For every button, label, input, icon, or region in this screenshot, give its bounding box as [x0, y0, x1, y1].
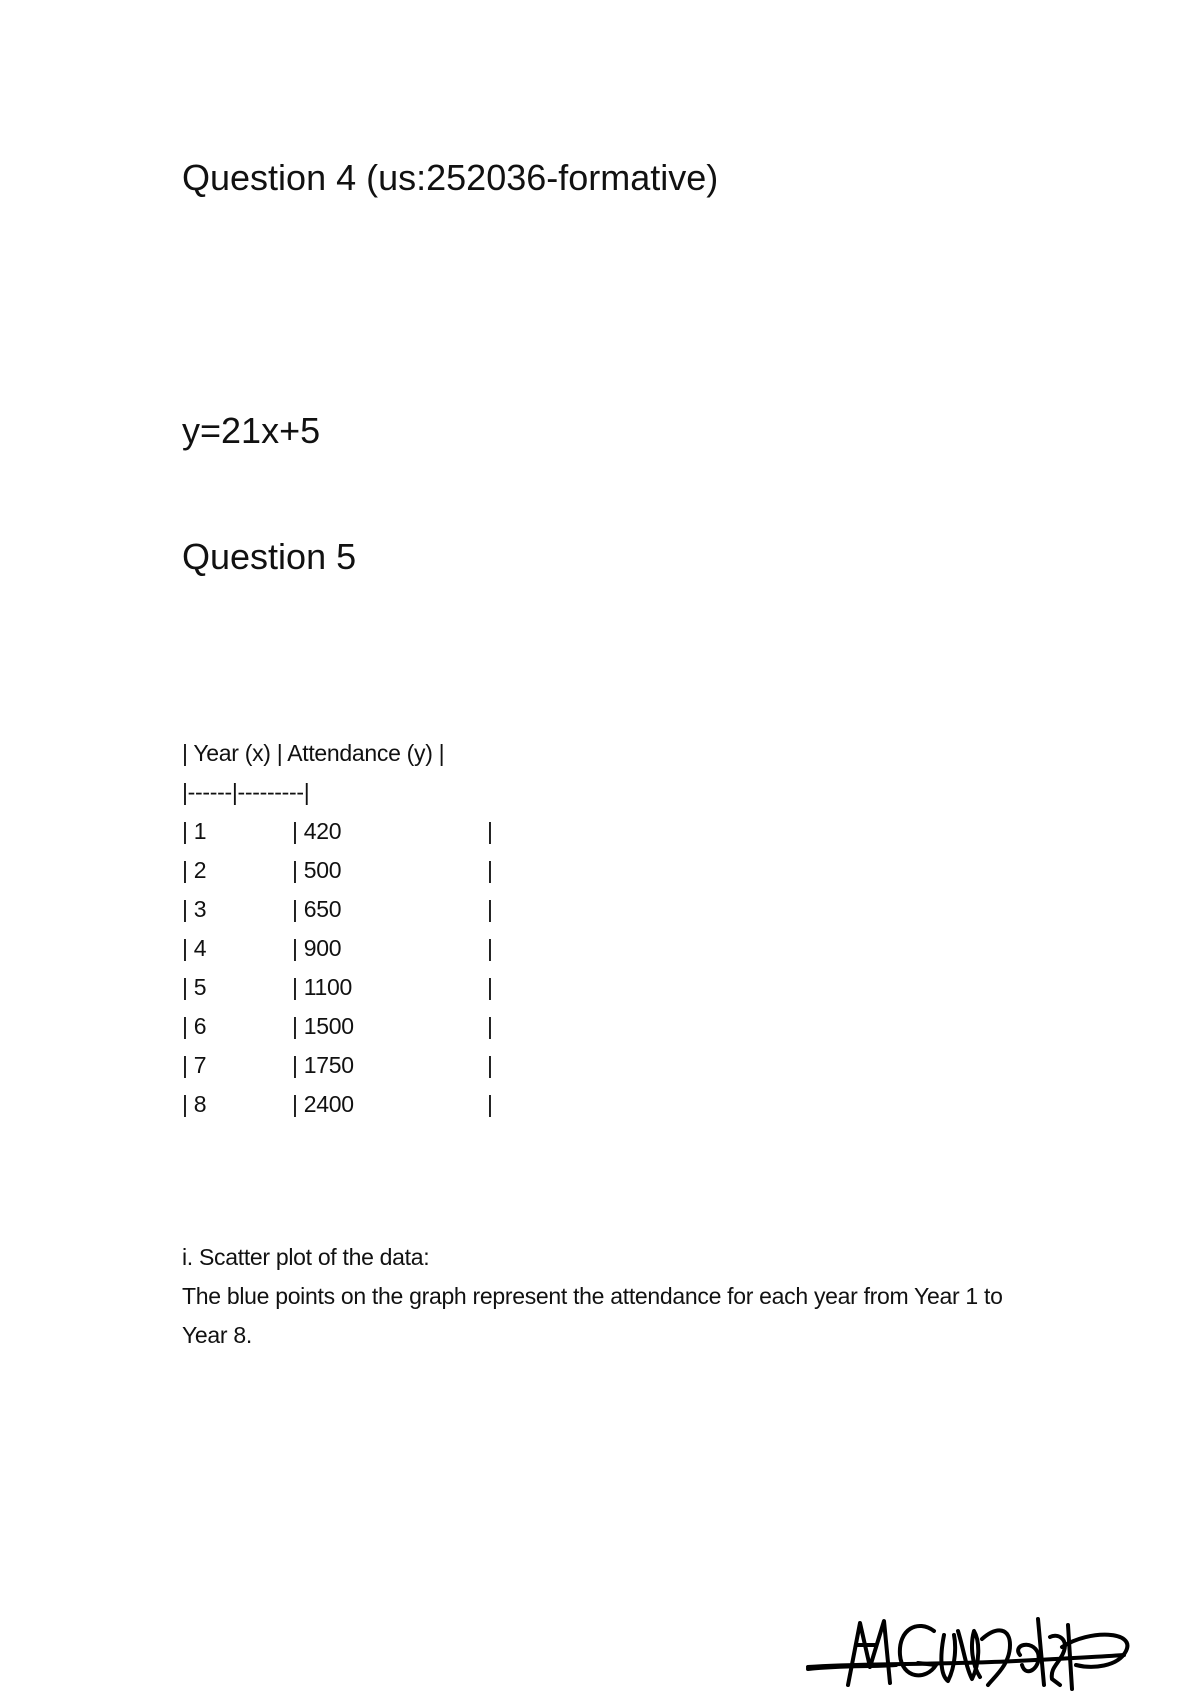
- year-cell: | 3: [182, 896, 207, 922]
- attendance-cell: | 650: [292, 896, 342, 922]
- year-cell: | 8: [182, 1091, 207, 1117]
- question-4-title: Question 4 (us:252036-formative): [182, 157, 719, 198]
- row-end: |: [487, 935, 493, 961]
- row-end: |: [487, 857, 493, 883]
- attendance-cell: | 420: [292, 818, 342, 844]
- attendance-cell: | 500: [292, 857, 342, 883]
- year-cell: | 4: [182, 935, 207, 961]
- year-cell: | 7: [182, 1052, 207, 1078]
- row-end: |: [487, 818, 493, 844]
- question-4-answer: y=21x+5: [182, 410, 321, 451]
- row-end: |: [487, 1013, 493, 1039]
- attendance-table: [182, 734, 493, 1124]
- table-row: [182, 1085, 493, 1124]
- table-row: [182, 1007, 493, 1046]
- attendance-cell: | 1750: [292, 1052, 354, 1078]
- year-cell: | 5: [182, 974, 207, 1000]
- year-cell: | 1: [182, 818, 207, 844]
- attendance-cell: | 1500: [292, 1013, 354, 1039]
- table-row: [182, 851, 493, 890]
- row-end: |: [487, 1091, 493, 1117]
- table-row: [182, 1046, 493, 1085]
- part-i-description: The blue points on the graph represent the attendance for each year from Year 1 to Year 8.: [182, 1283, 1003, 1348]
- table-header: | Year (x) | Attendance (y) |: [182, 740, 445, 766]
- year-cell: | 6: [182, 1013, 207, 1039]
- table-row: [182, 812, 493, 851]
- year-cell: | 2: [182, 857, 207, 883]
- attendance-cell: | 2400: [292, 1091, 354, 1117]
- question-5-title: Question 5: [182, 536, 357, 577]
- handwritten-signature: [806, 1605, 1136, 1695]
- attendance-cell: | 1100: [292, 974, 353, 1000]
- table-row: [182, 968, 493, 1007]
- part-i-label: i. Scatter plot of the data:: [182, 1244, 430, 1270]
- table-separator: |------|---------|: [182, 779, 310, 805]
- table-row: [182, 929, 493, 968]
- row-end: |: [487, 896, 493, 922]
- attendance-cell: | 900: [292, 935, 342, 961]
- row-end: |: [487, 974, 493, 1000]
- table-row: [182, 890, 493, 929]
- row-end: |: [487, 1052, 493, 1078]
- part-i-section: [182, 1238, 1042, 1355]
